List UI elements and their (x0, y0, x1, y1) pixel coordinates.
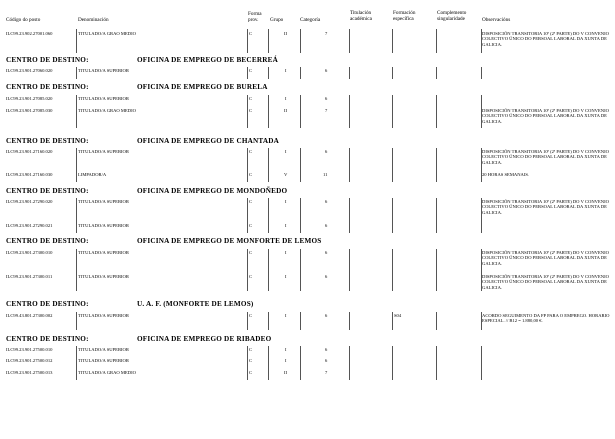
divider (392, 148, 393, 182)
cell-forma: C (249, 250, 253, 255)
cell-formacion: S04 (394, 313, 402, 318)
cell-observacions: DISPOSICIÓN TRANSITORIA 10ª (2ª PARTE) DO V CONVENIO COLECTIVO ÚNICO DO PERSOAL LABORAL DA XUNTA DE GALICIA. (482, 108, 609, 124)
divider (392, 198, 393, 233)
cell-denominacion: TITULADO/A SUPERIOR (78, 68, 129, 73)
divider (436, 29, 437, 53)
divider (76, 198, 77, 233)
section-name: U. A. F. (MONFORTE DE LEMOS) (137, 300, 254, 308)
divider (349, 95, 350, 128)
cell-grupo: I (285, 347, 287, 352)
section-label: CENTRO DE DESTINO: (6, 56, 89, 64)
cell-codigo: ILC99.23.901.27160.030 (6, 172, 53, 177)
divider (300, 198, 301, 233)
section-label: CENTRO DE DESTINO: (6, 137, 89, 145)
cell-codigo: ILC99.23.901.27500.012 (6, 358, 53, 363)
divider (349, 198, 350, 233)
header-titulacion-2: académica (350, 16, 372, 22)
section-name: OFICINA DE EMPREGO DE RIBADEO (137, 335, 272, 343)
divider (76, 312, 77, 330)
divider (392, 346, 393, 380)
cell-observacions: DISPOSICIÓN TRANSITORIA 10ª (2ª PARTE) DO V CONVENIO COLECTIVO ÚNICO DO PERSOAL LABORAL DA XUNTA DE GALICIA. (482, 274, 609, 290)
divider (481, 67, 482, 79)
cell-observacions: DISPOSICIÓN TRANSITORIA 10ª (2ª PARTE) DO V CONVENIO COLECTIVO ÚNICO DO PERSOAL LABORAL DA XUNTA DE GALICIA. (482, 31, 609, 47)
divider (247, 312, 248, 330)
cell-codigo: ILC99.23.901.27500.013 (6, 370, 53, 375)
cell-observacions: DISPOSICIÓN TRANSITORIA 10ª (2ª PARTE) DO V CONVENIO COLECTIVO ÚNICO DO PERSOAL LABORAL DA XUNTA DE GALICIA. (482, 199, 609, 215)
cell-grupo: I (285, 149, 287, 154)
cell-categoria: 7 (325, 108, 328, 113)
cell-denominacion: TITULADO/A SUPERIOR (78, 313, 129, 318)
divider (268, 312, 269, 330)
cell-denominacion: TITULADO/A SUPERIOR (78, 274, 129, 279)
cell-grupo: II (284, 108, 288, 113)
divider (436, 249, 437, 291)
cell-denominacion: TITULADO/A SUPERIOR (78, 250, 129, 255)
divider (436, 346, 437, 380)
cell-denominacion: TITULADO/A GRAO MEDIO (78, 370, 136, 375)
cell-observacions: 20 HORAS SEMANAIS. (482, 172, 530, 177)
cell-codigo: ILC99.23.902.27001.060 (6, 31, 53, 36)
cell-categoria: 6 (325, 250, 328, 255)
cell-codigo: ILC99.43.801.27300.002 (6, 313, 53, 318)
cell-codigo: ILC99.23.901.27290.020 (6, 199, 53, 204)
divider (300, 249, 301, 291)
cell-categoria: 6 (325, 96, 328, 101)
section-label: CENTRO DE DESTINO: (6, 335, 89, 343)
cell-codigo: ILC99.23.901.27060.020 (6, 68, 53, 73)
section-name: OFICINA DE EMPREGO DE CHANTADA (137, 137, 280, 145)
header-forma-2: prov. (248, 17, 259, 23)
divider (392, 95, 393, 128)
divider (300, 312, 301, 330)
cell-codigo: ILC99.23.901.27300.011 (6, 274, 53, 279)
divider (247, 249, 248, 291)
cell-categoria: 6 (325, 358, 328, 363)
cell-denominacion: TITULADO/A SUPERIOR (78, 199, 129, 204)
cell-categoria: 7 (325, 370, 328, 375)
divider (76, 346, 77, 380)
header-titulacion-1: Titulación (350, 10, 372, 16)
divider (268, 148, 269, 182)
cell-categoria: 6 (325, 68, 328, 73)
cell-categoria: 6 (325, 313, 328, 318)
header-grupo: Grupo (270, 17, 284, 23)
divider (268, 198, 269, 233)
divider (76, 249, 77, 291)
divider (349, 67, 350, 79)
cell-observacions: DISPOSICIÓN TRANSITORIA 10ª (2ª PARTE) DO V CONVENIO COLECTIVO ÚNICO DO PERSOAL LABORAL DA XUNTA DE GALICIA. (482, 250, 609, 266)
divider (247, 95, 248, 128)
cell-forma: C (249, 31, 253, 36)
cell-grupo: I (285, 96, 287, 101)
cell-categoria: 6 (325, 149, 328, 154)
cell-grupo: I (285, 68, 287, 73)
section-name: OFICINA DE EMPREGO DE BECERREÁ (137, 56, 278, 64)
divider (268, 67, 269, 79)
cell-forma: C (249, 108, 253, 113)
divider (300, 95, 301, 128)
cell-categoria: 11 (323, 172, 328, 177)
header-complemento-1: Complemento (437, 10, 467, 16)
cell-grupo: II (284, 370, 288, 375)
cell-codigo: ILC99.23.901.27300.010 (6, 250, 53, 255)
divider (481, 312, 482, 330)
cell-grupo: V (284, 172, 288, 177)
cell-forma: C (249, 172, 253, 177)
divider (349, 312, 350, 330)
divider (300, 67, 301, 79)
divider (392, 249, 393, 291)
divider (76, 67, 77, 79)
cell-categoria: 6 (325, 199, 328, 204)
cell-grupo: I (285, 250, 287, 255)
divider (349, 148, 350, 182)
divider (436, 95, 437, 128)
cell-forma: C (249, 199, 253, 204)
header-categoria: Categoría (300, 17, 321, 23)
divider (436, 312, 437, 330)
cell-grupo: I (285, 313, 287, 318)
divider (392, 67, 393, 79)
cell-forma: C (249, 96, 253, 101)
divider (392, 29, 393, 53)
cell-observacions: ACORDO SEGUIMENTO DA FP PARA O EMPREGO. HORARIO ESPECIAL. // B12 = 1.880,00 €. (482, 313, 610, 324)
cell-codigo: ILC99.23.901.27085.020 (6, 96, 53, 101)
cell-codigo: ILC99.23.901.27500.010 (6, 347, 53, 352)
cell-denominacion: TITULADO/A GRAO MEDIO (78, 31, 136, 36)
cell-grupo: I (285, 358, 287, 363)
header-forma-1: Forma (248, 11, 262, 17)
cell-forma: C (249, 68, 253, 73)
cell-forma: C (249, 313, 253, 318)
divider (76, 29, 77, 53)
cell-forma: C (249, 347, 253, 352)
cell-denominacion: LIMPADOR/A (78, 172, 107, 177)
cell-denominacion: TITULADO/A SUPERIOR (78, 96, 129, 101)
divider (247, 67, 248, 79)
divider (436, 67, 437, 79)
cell-denominacion: TITULADO/A GRAO MEDIO (78, 108, 136, 113)
divider (436, 148, 437, 182)
cell-grupo: I (285, 223, 287, 228)
section-label: CENTRO DE DESTINO: (6, 83, 89, 91)
cell-codigo: ILC99.23.901.27290.021 (6, 223, 53, 228)
divider (481, 148, 482, 182)
cell-forma: C (249, 370, 253, 375)
divider (349, 249, 350, 291)
divider (349, 346, 350, 380)
cell-forma: C (249, 274, 253, 279)
section-name: OFICINA DE EMPREGO DE MONDOÑEDO (137, 187, 288, 195)
divider (436, 198, 437, 233)
header-codigo: Código do posto (6, 17, 41, 23)
cell-categoria: 6 (325, 223, 328, 228)
cell-grupo: I (285, 274, 287, 279)
section-label: CENTRO DE DESTINO: (6, 187, 89, 195)
header-complemento-2: singularidade (437, 16, 465, 22)
cell-grupo: I (285, 199, 287, 204)
cell-categoria: 6 (325, 347, 328, 352)
cell-forma: C (249, 358, 253, 363)
cell-grupo: II (284, 31, 288, 36)
cell-categoria: 6 (325, 274, 328, 279)
cell-denominacion: TITULADO/A SUPERIOR (78, 149, 129, 154)
section-label: CENTRO DE DESTINO: (6, 300, 89, 308)
divider (268, 95, 269, 128)
divider (247, 198, 248, 233)
section-label: CENTRO DE DESTINO: (6, 237, 89, 245)
divider (76, 148, 77, 182)
divider (76, 95, 77, 128)
section-name: OFICINA DE EMPREGO DE BURELA (137, 83, 268, 91)
divider (300, 346, 301, 380)
divider (481, 346, 482, 380)
header-formacion-2: específica (393, 16, 414, 22)
header-observacions: Observacións (482, 17, 511, 23)
divider (392, 312, 393, 330)
cell-denominacion: TITULADO/A SUPERIOR (78, 347, 129, 352)
divider (268, 249, 269, 291)
divider (481, 249, 482, 291)
divider (268, 346, 269, 380)
cell-codigo: ILC99.23.901.27160.020 (6, 149, 53, 154)
divider (247, 29, 248, 53)
cell-forma: C (249, 223, 253, 228)
cell-denominacion: TITULADO/A SUPERIOR (78, 223, 129, 228)
section-name: OFICINA DE EMPREGO DE MONFORTE DE LEMOS (137, 237, 322, 245)
divider (300, 148, 301, 182)
divider (247, 346, 248, 380)
divider (481, 95, 482, 128)
divider (481, 198, 482, 233)
divider (349, 29, 350, 53)
header-formacion-1: Formación (393, 10, 416, 16)
cell-forma: C (249, 149, 253, 154)
cell-observacions: DISPOSICIÓN TRANSITORIA 10ª (2ª PARTE) DO V CONVENIO COLECTIVO ÚNICO DO PERSOAL LABORAL DA XUNTA DE GALICIA. (482, 149, 609, 165)
header-denominacion: Denominación (78, 17, 109, 23)
divider (247, 148, 248, 182)
cell-denominacion: TITULADO/A SUPERIOR (78, 358, 129, 363)
divider (300, 29, 301, 53)
cell-categoria: 7 (325, 31, 328, 36)
cell-codigo: ILC99.23.901.27085.030 (6, 108, 53, 113)
divider (268, 29, 269, 53)
